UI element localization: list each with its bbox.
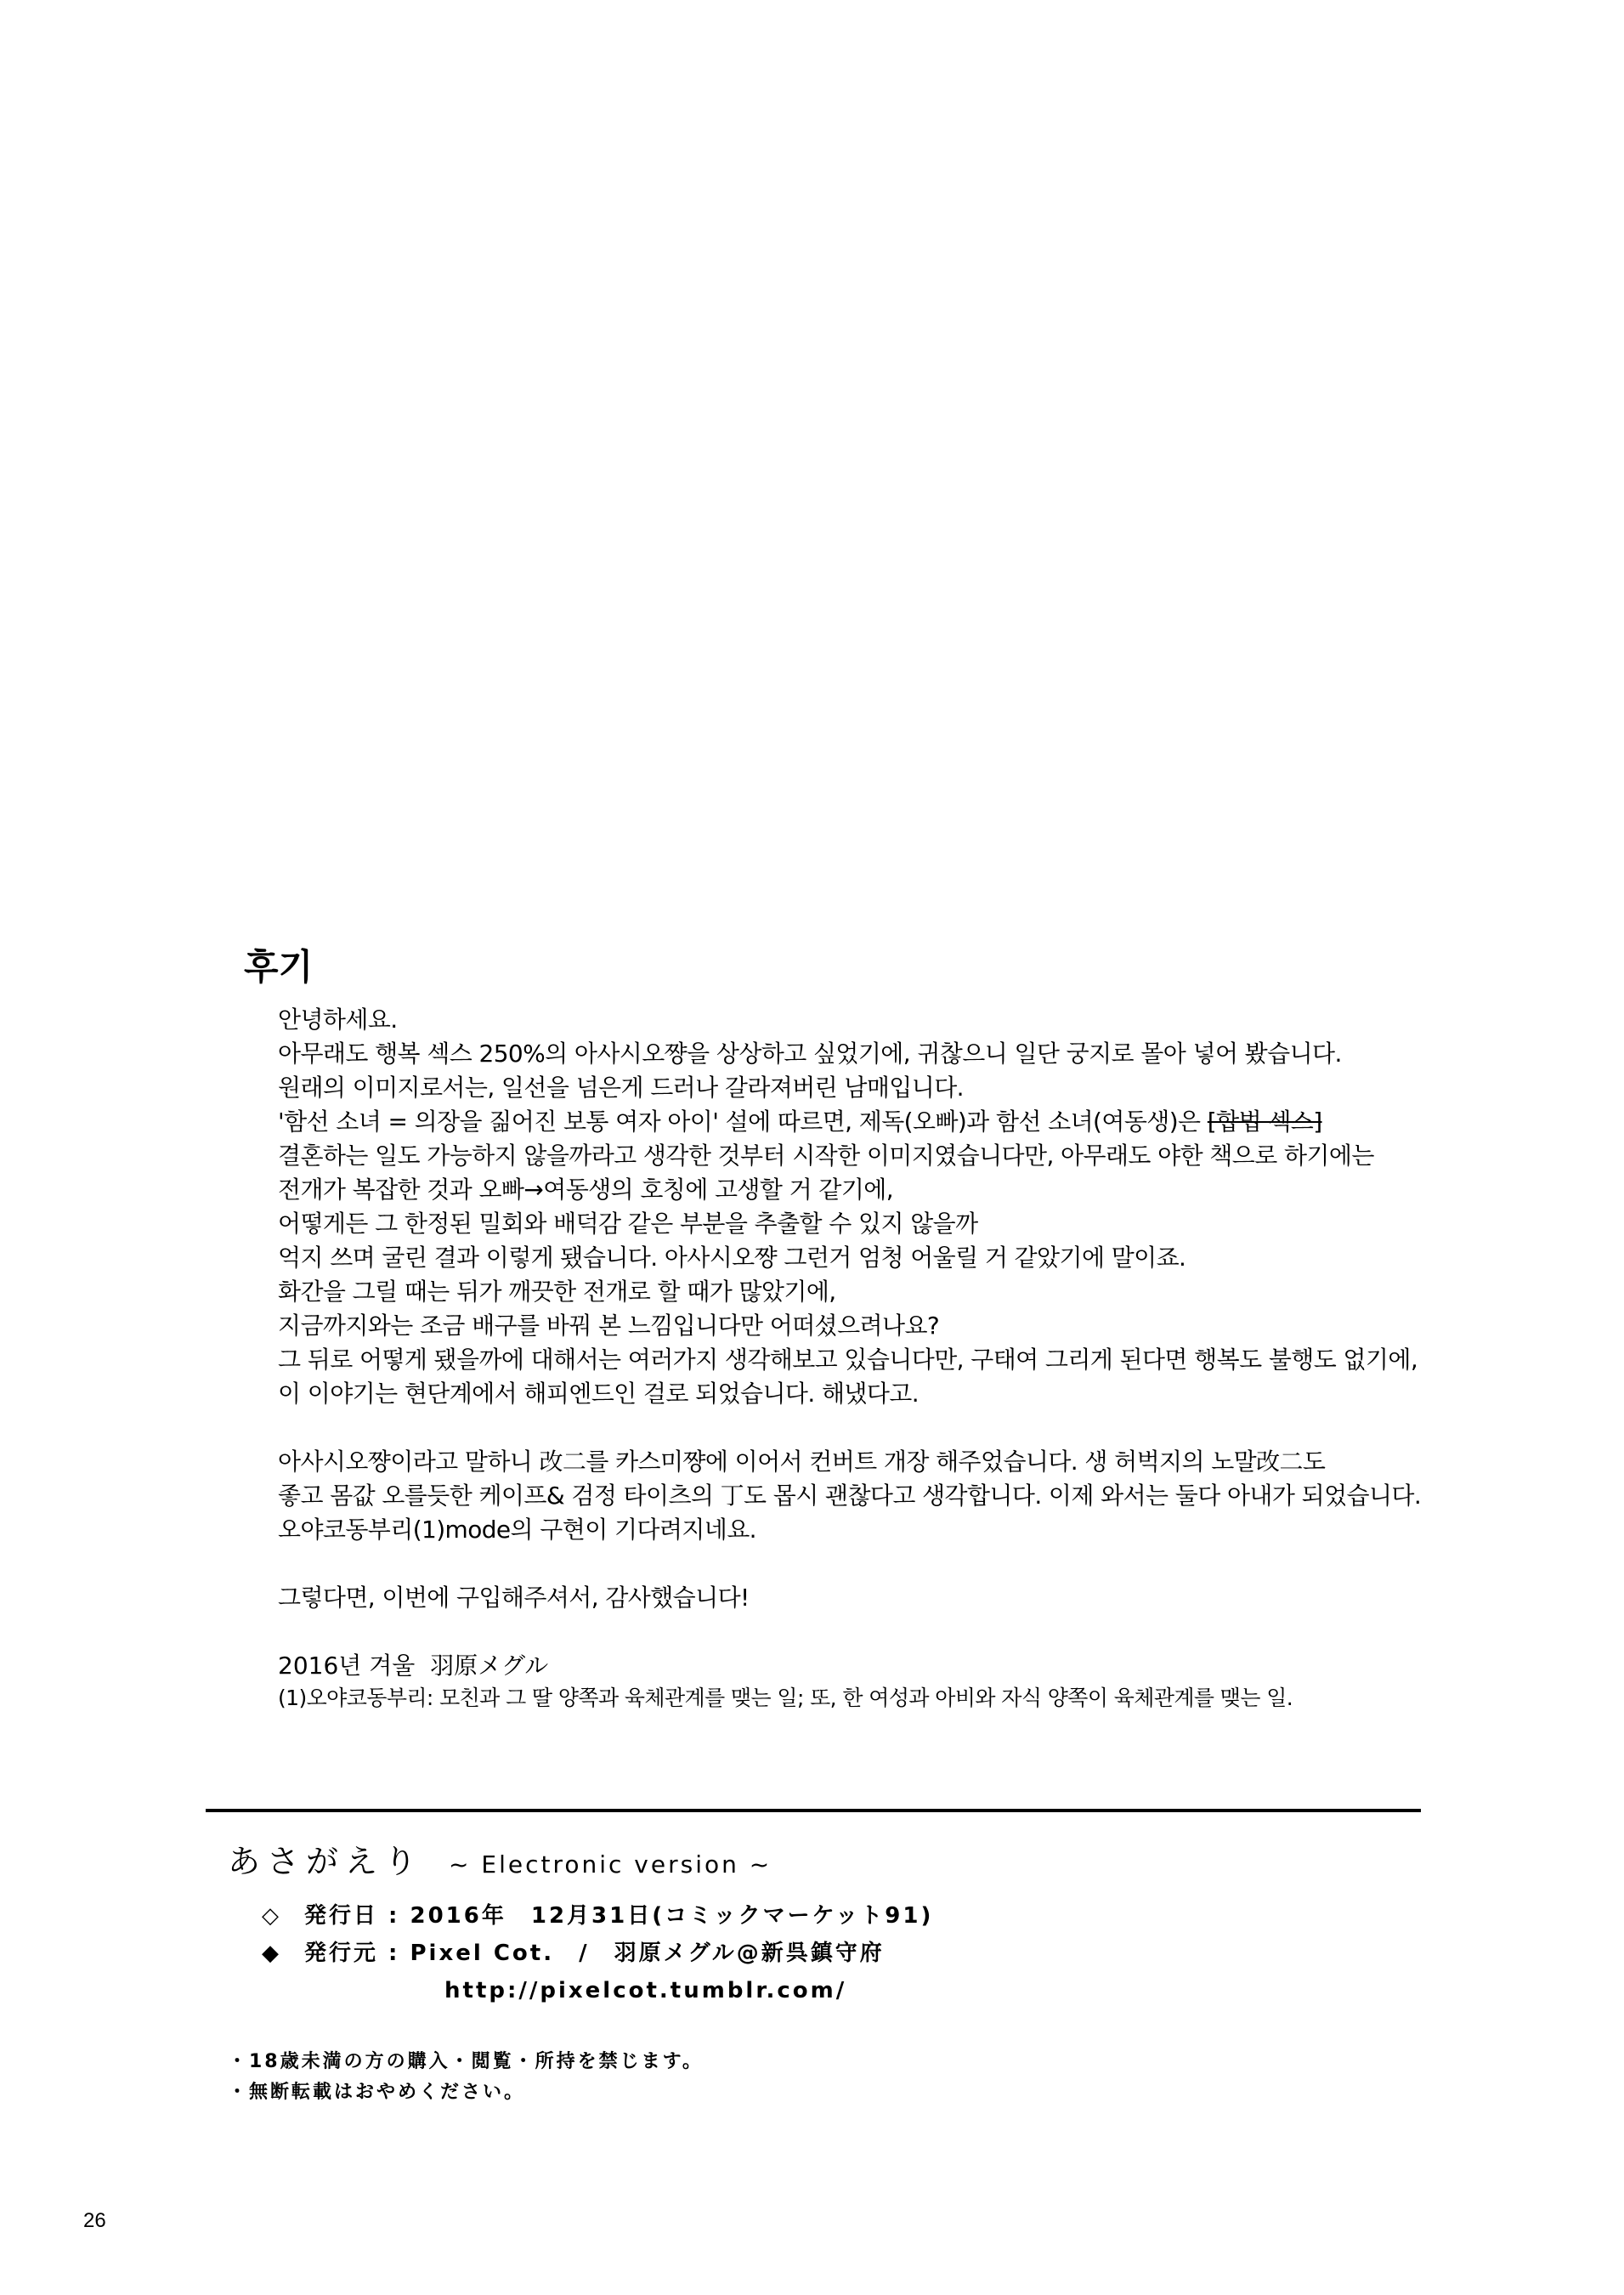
afterword-line: 전개가 복잡한 것과 오빠→여동생의 호칭에 고생할 거 같기에, [278,1176,894,1204]
filled-diamond-icon: ◆ [262,1941,281,1966]
footnote: (1)오야코동부리: 모친과 그 딸 양쪽과 육체관계를 맺는 일; 또, 한 여성과 아비와 자식 양쪽이 육체관계를 맺는 일. [278,1686,1293,1710]
paragraph-gap [278,1547,1485,1581]
notices [228,2047,1333,2108]
issue-date-row [228,1897,1333,1935]
publisher-text: 発行元 : Pixel Cot. / 羽原メグル@新呉鎮守府 [304,1941,885,1966]
afterword-line: 아사시오쨩이라고 말하니 改二를 카스미쨩에 이어서 컨버트 개장 해주었습니다. 생 허벅지의 노말改二도 [278,1448,1326,1476]
notice-line: ・18歳未満の方の購入・閲覧・所持を禁じます。 [228,2051,704,2072]
afterword-line [278,1105,1485,1139]
paragraph-gap [278,1411,1485,1445]
publisher-row [228,1935,1333,1972]
afterword-line: 안녕하세요. [278,1006,398,1034]
afterword-heading: 후기 [244,946,314,988]
struck-through-text: [합법 섹스] [1207,1108,1322,1136]
closing-line: 그렇다면, 이번에 구입해주셔서, 감사했습니다! [278,1584,750,1612]
paragraph-gap [278,1615,1485,1649]
notice-line: ・無断転載はおやめください。 [228,2082,526,2103]
afterword-line: 결혼하는 일도 가능하지 않을까라고 생각한 것부터 시작한 이미지였습니다만, 아무래도 야한 책으로 하기에는 [278,1142,1374,1170]
afterword-line: 원래의 이미지로서는, 일선을 넘은게 드러나 갈라져버린 남매입니다. [278,1074,964,1102]
publisher-url: http://pixelcot.tumblr.com/ [444,1978,847,2003]
edition-label: ~ Electronic version ~ [449,1850,772,1878]
issue-date-text: 発行日 : 2016年 12月31日(コミックマーケット91) [304,1903,934,1929]
afterword-line: 화간을 그릴 때는 뒤가 깨끗한 전개로 할 때가 많았기에, [278,1278,836,1306]
colophon [228,1836,1333,2108]
afterword-line: 오야코동부리(1)mode의 구현이 기다려지네요. [278,1516,756,1544]
afterword-line: 이 이야기는 현단계에서 해피엔드인 걸로 되었습니다. 해냈다고. [278,1380,920,1408]
afterword-line: 어떻게든 그 한정된 밀회와 배덕감 같은 부분을 추출할 수 있지 않을까 [278,1210,978,1238]
afterword-line: 지금까지와는 조금 배구를 바꿔 본 느낌입니다만 어떠셨으려나요? [278,1312,940,1340]
page-number: 26 [83,2209,106,2232]
afterword-line-text: '함선 소녀 = 의장을 짊어진 보통 여자 아이' 설에 따르면, 제독(오빠)과 함선 소녀(여동생)은 [278,1108,1208,1136]
open-diamond-icon: ◇ [262,1903,281,1929]
signature-author: 羽原メグル [430,1652,549,1680]
colophon-title-row [228,1836,1333,1887]
book-title: あさがえり [228,1843,424,1880]
section-divider [206,1809,1421,1812]
afterword-line: 좋고 몸값 오를듯한 케이프& 검정 타이츠의 丁도 몹시 괜찮다고 생각합니다. 이제 와서는 둘다 아내가 되었습니다. [278,1482,1422,1510]
afterword-line: 아무래도 행복 섹스 250%의 아사시오쨩을 상상하고 싶었기에, 귀찮으니 일단 궁지로 몰아 넣어 봤습니다. [278,1040,1342,1068]
signature [278,1649,1485,1683]
afterword-body [278,1003,1485,1714]
signature-date: 2016년 겨울 [278,1652,416,1680]
afterword-line: 그 뒤로 어떻게 됐을까에 대해서는 여러가지 생각해보고 있습니다만, 구태여 그리게 된다면 행복도 불행도 없기에, [278,1346,1418,1374]
afterword-line: 억지 쓰며 굴린 결과 이렇게 됐습니다. 아사시오쨩 그런거 엄청 어울릴 거 같았기에 말이죠. [278,1244,1186,1272]
